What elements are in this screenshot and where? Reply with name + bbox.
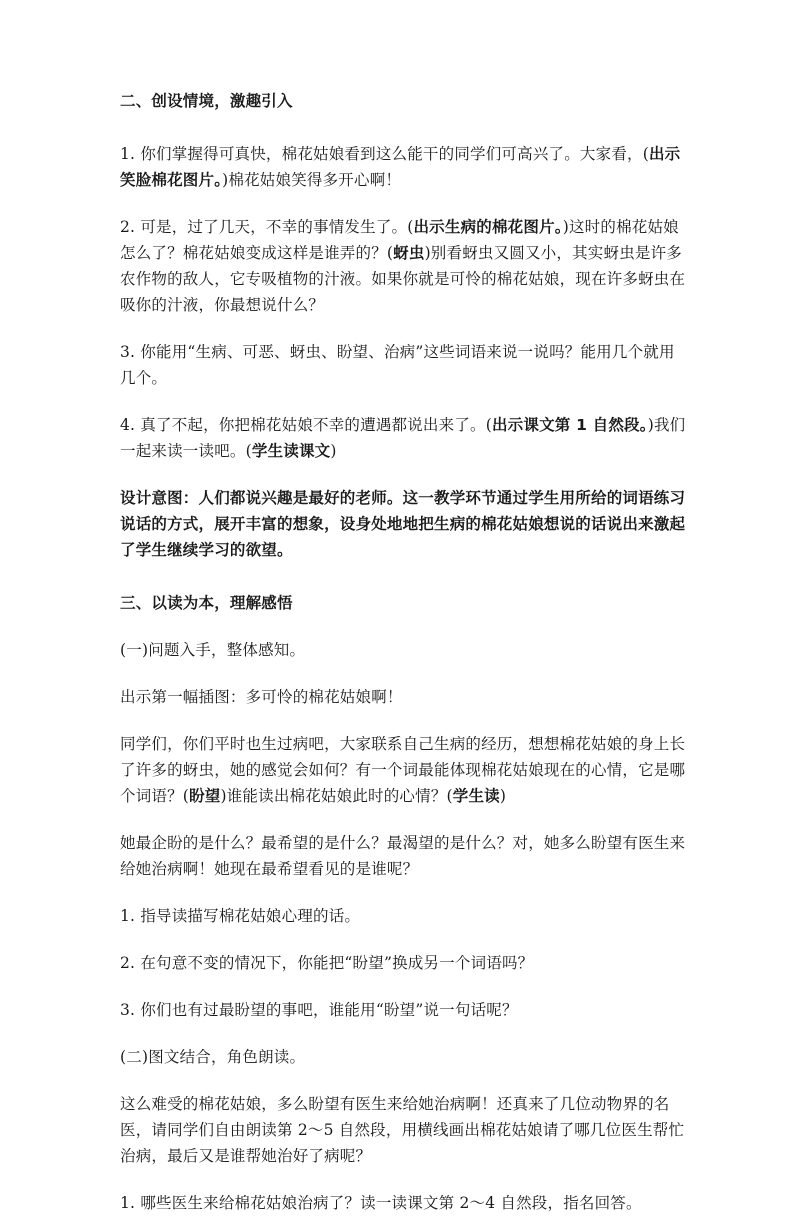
paragraph-s2-2: 2. 可是，过了几天，不幸的事情发生了。(出示生病的棉花图片。)这时的棉花姑娘怎么了？棉花姑娘变成这样是谁弄的？(蚜虫)别看蚜虫又圆又小，其实蚜虫是许多农作物的敌人，它专吸植物的汁液。如果你就是可怜的棉花姑娘，现在许多蚜虫在吸你的汁液，你最想说什么？	[120, 218, 686, 314]
design-intent: 设计意图：人们都说兴趣是最好的老师。这一教学环节通过学生用所给的词语练习说话的方式，展开丰富的想象，设身处地地把生病的棉花姑娘想说的话说出来激起了学生继续学习的欲望。	[120, 489, 686, 559]
section-heading-3: 三、以读为本，理解感悟	[120, 594, 293, 612]
paragraph-s2-3: 3. 你能用“生病、可恶、蚜虫、盼望、治病”这些词语来说一说吗？能用几个就用几个。	[120, 343, 675, 387]
bold-note: 学生读	[452, 787, 500, 805]
paragraph-s2-1: 1. 你们掌握得可真快，棉花姑娘看到这么能干的同学们可高兴了。大家看，(出示笑脸棉花图片。)棉花姑娘笑得多开心啊！	[120, 145, 681, 189]
section-heading-2: 二、创设情境，激趣引入	[120, 92, 293, 110]
paragraph-s3-1: 同学们，你们平时也生过病吧，大家联系自己生病的经历，想想棉花姑娘的身上长了许多的蚜虫，她的感觉会如何？有一个词最能体现棉花姑娘现在的心情，它是哪个词语？(盼望)谁能读出棉花姑娘此时的心情？(学生读)	[120, 735, 686, 805]
document-body	[120, 88, 690, 1216]
bold-note: 蚜虫	[393, 244, 425, 262]
subheading-2: (二)图文结合，角色朗读。	[120, 1048, 306, 1066]
paragraph-s3-3: 这么难受的棉花姑娘，多么盼望有医生来给她治病啊！还真来了几位动物界的名医，请同学们自由朗读第 2～5 自然段，用横线画出棉花姑娘请了哪几位医生帮忙治病，最后又是谁帮她治好了病呢？	[120, 1095, 685, 1165]
list-item-4: 1. 哪些医生来给棉花姑娘治病了？读一读课文第 2～4 自然段，指名回答。	[120, 1194, 642, 1212]
bold-note: 出示笑脸棉花图片。	[120, 145, 681, 189]
bold-note: 出示课文第 1 自然段。	[491, 416, 648, 434]
illustration-note: 出示第一幅插图：多可怜的棉花姑娘啊！	[120, 688, 403, 706]
bold-note: 出示生病的棉花图片。	[413, 218, 563, 236]
paragraph-s3-2: 她最企盼的是什么？最希望的是什么？最渴望的是什么？对，她多么盼望有医生来给她治病啊！她现在最希望看见的是谁呢？	[120, 834, 686, 878]
subheading-1: (一)问题入手，整体感知。	[120, 641, 306, 659]
list-item-1: 1. 指导读描写棉花姑娘心理的话。	[120, 907, 361, 925]
paragraph-s2-4: 4. 真了不起，你把棉花姑娘不幸的遭遇都说出来了。(出示课文第 1 自然段。)我们一起来读一读吧。(学生读课文)	[120, 416, 686, 460]
bold-note: 盼望	[189, 787, 221, 805]
bold-note: 学生读课文	[251, 442, 331, 460]
list-item-2: 2. 在句意不变的情况下，你能把“盼望”换成另一个词语吗？	[120, 954, 534, 972]
list-item-3: 3. 你们也有过最盼望的事吧，谁能用“盼望”说一句话呢？	[120, 1001, 518, 1019]
